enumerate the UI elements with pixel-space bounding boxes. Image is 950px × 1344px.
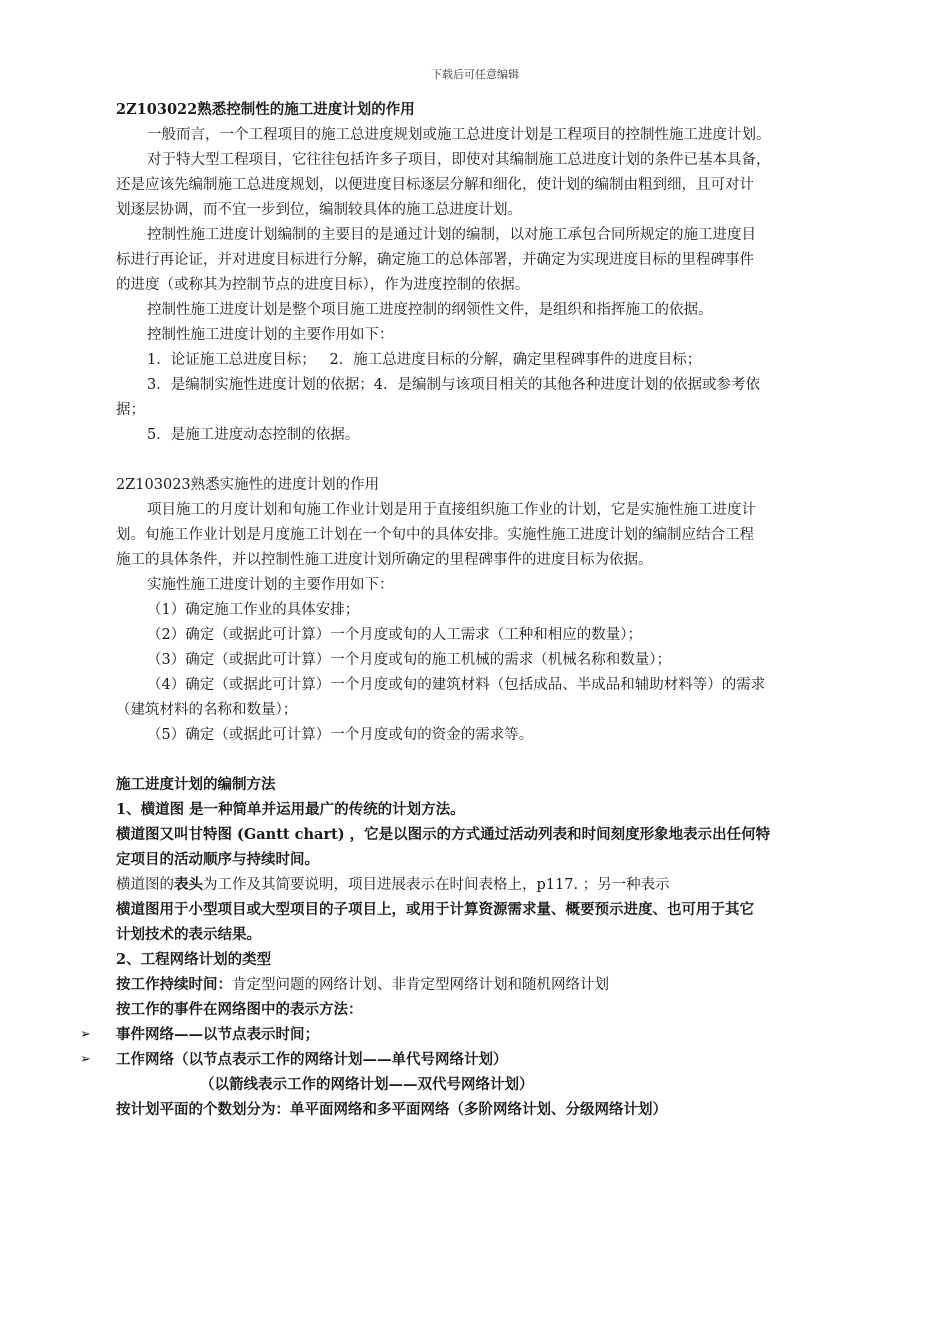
list-item-cont: （建筑材料的名称和数量）； xyxy=(116,702,298,718)
bullet-item-cont: （以箭线表示工作的网络计划——双代号网络计划） xyxy=(200,1076,534,1093)
bold-term: 按工作持续时间： xyxy=(116,976,232,993)
paragraph: 按工作的事件在网络图中的表示方法： xyxy=(116,1001,363,1018)
paragraph-line: 划逐层协调，而不宜一步到位，编制较具体的施工总进度计划。 xyxy=(116,202,522,218)
list-item: 5．是施工进度动态控制的依据。 xyxy=(147,427,360,443)
list-item: 3．是编制实施性进度计划的依据；4．是编制与该项目相关的其他各种进度计划的依据或参考依 xyxy=(147,377,760,393)
bullet-arrow-icon: ➢ xyxy=(80,1027,91,1042)
subheading: 2、工程网络计划的类型 xyxy=(116,951,272,968)
section-title: 2Z103022熟悉控制性的施工进度计划的作用 xyxy=(116,101,415,118)
bullet-item: 工作网络（以节点表示工作的网络计划——单代号网络计划） xyxy=(116,1051,508,1068)
text-run: 肯定型问题的网络计划、非肯定型网络计划和随机网络计划 xyxy=(232,977,609,993)
bold-term: 表头 xyxy=(174,876,203,893)
list-item: （1）确定施工作业的具体安排； xyxy=(147,602,360,618)
subheading: 1、横道图 是一种简单并运用最广的传统的计划方法。 xyxy=(116,801,465,818)
paragraph-line: 的进度（或称其为控制节点的进度目标），作为进度控制的依据。 xyxy=(116,277,530,293)
list-item: （4）确定（或据此可计算）一个月度或旬的建筑材料（包括成品、半成品和辅助材料等）的需求 xyxy=(147,677,766,693)
paragraph: 实施性施工进度计划的主要作用如下： xyxy=(147,577,394,593)
list-item-cont: 据； xyxy=(116,402,145,418)
list-item: （3）确定（或据此可计算）一个月度或旬的施工机械的需求（机械名称和数量）； xyxy=(147,652,671,668)
paragraph: 控制性施工进度计划是整个项目施工进度控制的纲领性文件，是组织和指挥施工的依据。 xyxy=(147,302,713,318)
paragraph-line: 划。旬施工作业计划是月度施工计划在一个旬中的具体安排。实施性施工进度计划的编制应结合工程 xyxy=(116,527,754,543)
section-title: 2Z103023熟悉实施性的进度计划的作用 xyxy=(116,477,380,493)
bullet-item: 事件网络——以节点表示时间； xyxy=(116,1026,319,1043)
paragraph: 控制性施工进度计划的主要作用如下： xyxy=(147,327,394,343)
paragraph-line: 施工的具体条件，并以控制性施工进度计划所确定的里程碑事件的进度目标为依据。 xyxy=(116,552,653,568)
paragraph-line: 标进行再论证，并对进度目标进行分解，确定施工的总体部署，并确定为实现进度目标的里程碑事件 xyxy=(116,252,754,268)
paragraph: 按计划平面的个数划分为：单平面网络和多平面网络（多阶网络计划、分级网络计划） xyxy=(116,1101,667,1118)
paragraph-line: 横道图又叫甘特图 (Gantt chart) ，它是以图示的方式通过活动列表和时间刻度形象地表示出任何特 xyxy=(116,826,771,843)
paragraph xyxy=(116,876,872,894)
paragraph-line: 横道图用于小型项目或大型项目的子项目上，或用于计算资源需求量、概要预示进度、也可用于其它 xyxy=(116,901,754,918)
page-header: 下载后可任意编辑 xyxy=(431,68,519,81)
list-item: 1．论证施工总进度目标； 2．施工总进度目标的分解，确定里程碑事件的进度目标； xyxy=(147,352,702,368)
paragraph-line: 项目施工的月度计划和旬施工作业计划是用于直接组织施工作业的计划，它是实施性施工进度计 xyxy=(147,502,756,518)
paragraph-line: 对于特大型工程项目，它往往包括许多子项目，即使对其编制施工总进度计划的条件已基本具备， xyxy=(147,152,771,168)
bullet-arrow-icon: ➢ xyxy=(80,1052,91,1067)
section-title: 施工进度计划的编制方法 xyxy=(116,776,276,793)
paragraph xyxy=(116,976,872,994)
text-run: 为工作及其简要说明，项目进展表示在时间表格上，p117. ；另一种表示 xyxy=(203,877,670,893)
list-item: （5）确定（或据此可计算）一个月度或旬的资金的需求等。 xyxy=(147,727,534,743)
list-item: （2）确定（或据此可计算）一个月度或旬的人工需求（工种和相应的数量）； xyxy=(147,627,642,643)
paragraph-line: 计划技术的表示结果。 xyxy=(116,926,261,943)
paragraph-line: 定项目的活动顺序与持续时间。 xyxy=(116,851,319,868)
paragraph-line: 控制性施工进度计划编制的主要目的是通过计划的编制，以对施工承包合同所规定的施工进度目 xyxy=(147,227,756,243)
text-run: 横道图的 xyxy=(116,877,174,893)
paragraph: 一般而言，一个工程项目的施工总进度规划或施工总进度计划是工程项目的控制性施工进度计划。 xyxy=(147,127,771,143)
paragraph-line: 还是应该先编制施工总进度规划，以便进度目标逐层分解和细化，使计划的编制由粗到细，且可对计 xyxy=(116,177,754,193)
